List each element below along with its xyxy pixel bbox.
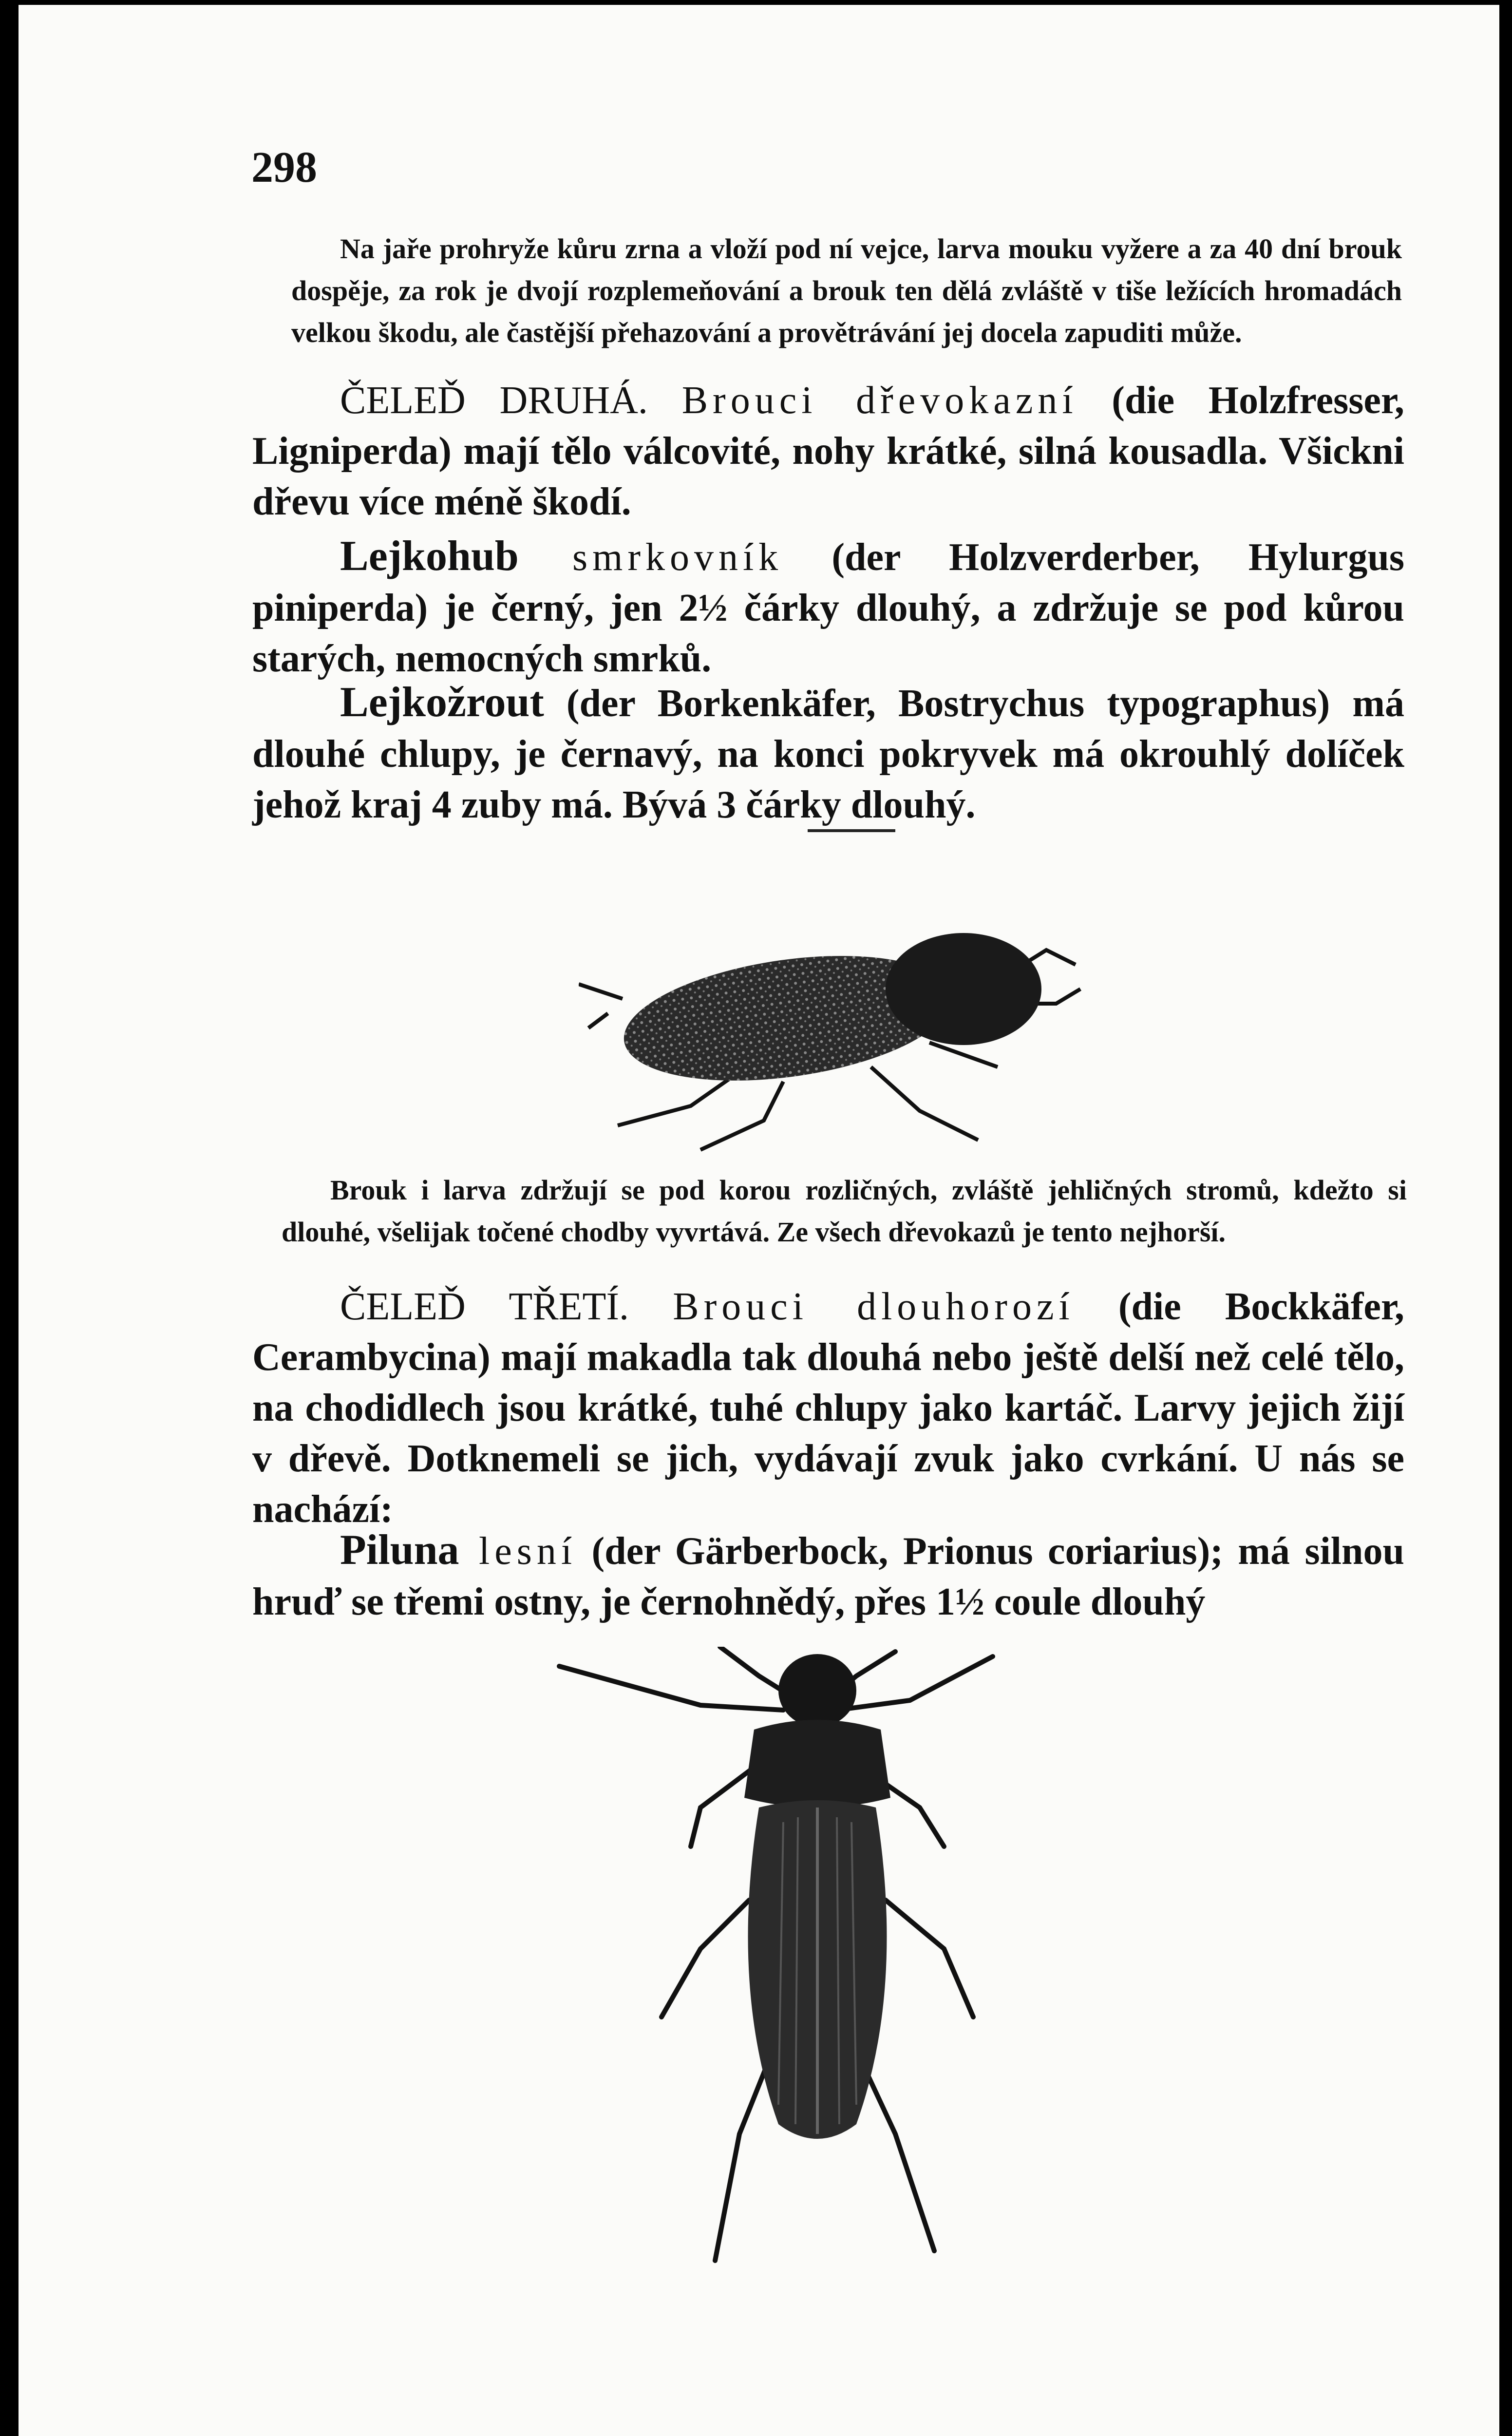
lejkohub-paragraph	[252, 531, 1404, 684]
section-2-family: ČELEĎ DRUHÁ.	[340, 379, 648, 422]
lejkozrout-paragraph	[252, 677, 1404, 830]
lejkohub-name: Lejkohub	[340, 533, 519, 580]
lejkohub-epithet: smrkovník	[518, 536, 783, 579]
beetle-caption: Brouk i larva zdržují se pod korou rozličných, zvláště jehličných stromů, kdežto si dlouhé, všelijak točené chodby vyvrtává. Ze všech dřevokazů je tento nejhorší.	[282, 1174, 1407, 1248]
page-number: 298	[251, 143, 317, 191]
book-page	[19, 5, 1499, 2436]
longhorn-beetle-illustration	[554, 1647, 1090, 2280]
bark-beetle-illustration	[579, 921, 1090, 1164]
lejkohub-rest: (der Holzverderber, Hylurgus piniperda) je černý, jen 2½ čárky dlouhý, a zdržuje se pod kůrou starých, nemocných smrků.	[252, 536, 1404, 680]
section-3-family: ČELEĎ TŘETÍ.	[340, 1285, 629, 1328]
section-divider	[808, 829, 895, 832]
section-2-paragraph	[252, 375, 1404, 527]
piluna-name: Piluna	[340, 1526, 459, 1574]
section-3-rest: (die Bockkäfer, Cerambycina) mají makadla tak dlouhá nebo ještě delší než celé tělo, na chodidlech jsou krátké, tuhé chlupy jako kartáč. Larvy jejich žijí v dřevě. Dotknemeli se jich, vydávají zvuk jako cvrkání. U nás se nachází:	[252, 1285, 1405, 1531]
section-3-name: Brouci dlouhorozí	[673, 1285, 1075, 1328]
section-3-paragraph	[252, 1281, 1404, 1535]
section-2-name: Brouci dřevokazní	[681, 379, 1078, 422]
section-2-rest: (die Holzfresser, Ligniperda) mají tělo válcovité, nohy krátké, silná kousadla. Všickni dřevu více méně škodí.	[252, 379, 1405, 523]
intro-paragraph: Na jaře prohryže kůru zrna a vloží pod ní vejce, larva mouku vyžere a za 40 dní brouk dospěje, za rok je dvojí rozplemeňování a brouk ten dělá zvláště v tiše ležících hromadách velkou škodu, ale častější přehazování a provětrávání jej docela zapuditi může.	[291, 233, 1402, 348]
lejkozrout-rest: (der Borkenkäfer, Bostrychus typographus) má dlouhé chlupy, je černavý, na konci pokryvek má okrouhlý dolíček jehož kraj 4 zuby má. Bývá 3 čárky dlouhý.	[252, 682, 1404, 826]
piluna-paragraph	[252, 1525, 1404, 1627]
piluna-rest: (der Gärberbock, Prionus coriarius); má silnou hruď se třemi ostny, je černohnědý, přes 1½ coule dlouhý	[252, 1530, 1405, 1623]
lejkozrout-name: Lejkožrout	[340, 679, 544, 726]
piluna-epithet: lesní	[459, 1530, 577, 1573]
